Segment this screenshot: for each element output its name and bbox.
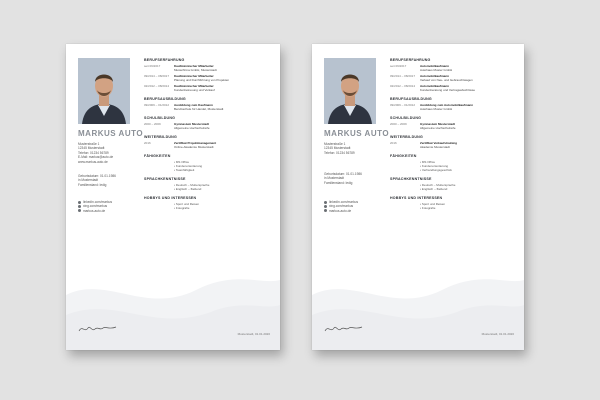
contact-line: Musterstraße 1 [324, 142, 346, 146]
main-column [390, 58, 516, 210]
link-line[interactable]: xing.com/markus [78, 204, 132, 208]
resume-sheet-right [312, 44, 524, 350]
footer [324, 324, 514, 338]
place-date: Musterstadt, 01.01.2020 [481, 332, 514, 336]
entry: 09/2009 – 01/2012 Ausbildung zum Kaufmann Berufsschule für Handel, Musterstadt [144, 103, 224, 111]
links-block [324, 200, 378, 213]
contact-block [324, 142, 378, 155]
link-line[interactable]: markus-auto.de [78, 209, 132, 213]
section-title: BERUFSERFAHRUNG [390, 58, 431, 62]
bullet: • Fotografie [420, 206, 436, 210]
bullet: • Sport und Reisen [174, 202, 200, 206]
section-title: SCHULBILDUNG [390, 116, 422, 120]
section-title: WEITERBILDUNG [144, 135, 177, 139]
bullet: • Deutsch – Muttersprache [174, 183, 210, 187]
bullet: • Englisch – fließend [174, 187, 202, 191]
section-title: WEITERBILDUNG [390, 135, 423, 139]
signature [78, 324, 118, 334]
profile-photo [78, 58, 130, 124]
link-icon [78, 201, 81, 204]
contact-line: Telefon: 01234 56789 [324, 150, 355, 155]
section-title: SPRACHKENNTNISSE [390, 177, 432, 181]
entry: seit 09/2017 Kaufmännischer Mitarbeiter Musterfirma GmbH, Musterstadt [144, 64, 217, 72]
bullet: • MS Office [174, 160, 190, 164]
link-icon [78, 209, 81, 212]
section-title: BERUFSAUSBILDUNG [390, 97, 432, 101]
personal-block [324, 172, 378, 185]
entry: 09/2014 – 08/2017 Kaufmännischer Mitarbeiter Planung und Durchführung von Projekten [144, 74, 230, 82]
section-title: HOBBYS UND INTERESSEN [144, 196, 197, 200]
bullet: • Sport und Reisen [420, 202, 446, 206]
links-block [78, 200, 132, 213]
personal-line: Familienstand: ledig [78, 182, 107, 187]
contact-block [78, 142, 132, 164]
candidate-name: MARKUS AUTO [324, 129, 390, 138]
section-title: HOBBYS UND INTERESSEN [390, 196, 443, 200]
personal-line: in Musterstadt [78, 178, 99, 183]
contact-line: 12345 Musterstadt [324, 146, 351, 151]
bullet: • Verhandlungsgeschick [420, 168, 452, 172]
entry: 02/2012 – 08/2014 Kaufmännischer Mitarbeiter Kundenbetreuung und Verkauf [144, 84, 215, 92]
section-title: BERUFSERFAHRUNG [144, 58, 185, 62]
bullet: • MS Office [420, 160, 436, 164]
link-line[interactable]: xing.com/markus [324, 204, 378, 208]
entry: 2000 – 2009 Gymnasium Musterstadt Allgemeine Hochschulreife [390, 122, 456, 130]
section-title: SCHULBILDUNG [144, 116, 176, 120]
bullet: • Deutsch – Muttersprache [420, 183, 456, 187]
personal-line: in Musterstadt [324, 176, 345, 181]
section-title: FÄHIGKEITEN [144, 154, 171, 158]
link-icon [324, 209, 327, 212]
entry: seit 09/2017 Automobilkaufmann Autohaus Muster GmbH [390, 64, 453, 72]
contact-line: Musterstraße 1 [78, 142, 100, 146]
main-column [144, 58, 272, 210]
link-icon [324, 205, 327, 208]
link-line[interactable]: linkedin.com/markus [78, 200, 132, 204]
personal-line: Geburtsdatum: 01.01.1986 [324, 172, 362, 176]
entry: 02/2012 – 08/2014 Automobilkaufmann Kundenberatung und Vertragsabschlüsse [390, 84, 476, 92]
entry: 2016 Zertifikat Verkaufstraining Akademie Musterstadt [390, 141, 458, 149]
place-date: Musterstadt, 01.01.2020 [237, 332, 270, 336]
section-title: FÄHIGKEITEN [390, 154, 417, 158]
entry: 09/2014 – 08/2017 Automobilkaufmann Verkauf von Neu- und Gebrauchtwagen [390, 74, 473, 82]
contact-line: Telefon: 01234 56789 [78, 150, 109, 155]
contact-line: 12345 Musterstadt [78, 146, 105, 151]
contact-line: E-Mail: markus@auto.de [78, 155, 114, 160]
link-line[interactable]: linkedin.com/markus [324, 200, 378, 204]
bullet: • Fotografie [174, 206, 190, 210]
personal-line: Familienstand: ledig [324, 180, 353, 185]
entry: 2016 Zertifikat Projektmanagement Online-Akademie Musterstadt [144, 141, 217, 149]
contact-line: www.markus-auto.de [78, 159, 108, 164]
bullet: • Englisch – fließend [420, 187, 448, 191]
resume-sheet-left [66, 44, 280, 350]
footer [78, 324, 270, 338]
personal-line: Geburtsdatum: 01.01.1986 [78, 174, 116, 178]
section-title: BERUFSAUSBILDUNG [144, 97, 186, 101]
personal-block [78, 174, 132, 187]
bullet: • Teamfähigkeit [174, 168, 195, 172]
link-icon [78, 205, 81, 208]
signature [324, 324, 364, 334]
entry: 2000 – 2009 Gymnasium Musterstadt Allgemeine Hochschulreife [144, 122, 210, 130]
section-title: SPRACHKENNTNISSE [144, 177, 186, 181]
link-icon [324, 201, 327, 204]
candidate-name: MARKUS AUTO [78, 129, 144, 138]
bullet: • Kundenorientierung [420, 164, 449, 168]
link-line[interactable]: markus-auto.de [324, 209, 378, 213]
profile-photo [324, 58, 376, 124]
bullet: • Kundenorientierung [174, 164, 203, 168]
entry: 09/2009 – 01/2012 Ausbildung zum Automobilkaufmann Autohaus Muster GmbH [390, 103, 474, 111]
